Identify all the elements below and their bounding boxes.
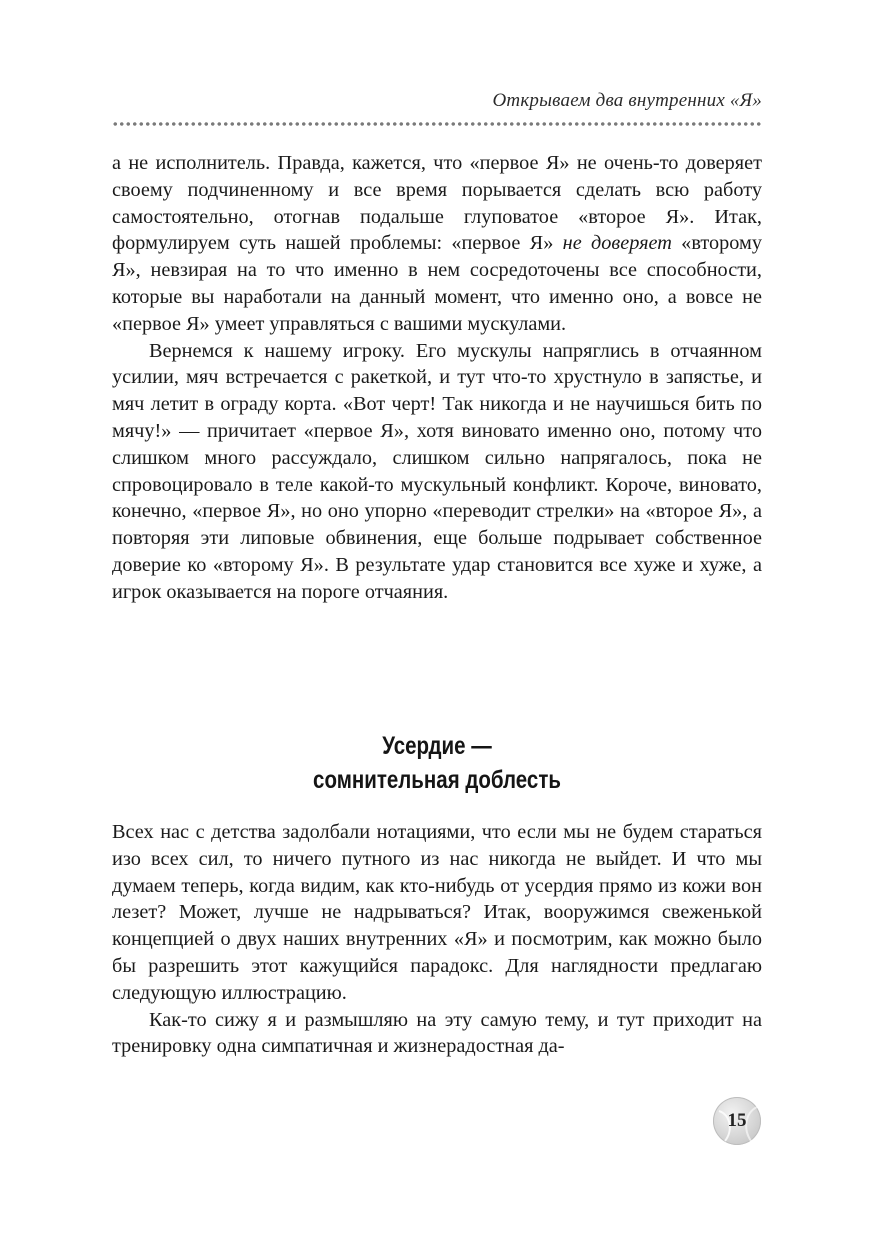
page-number-badge	[713, 1097, 761, 1145]
emphasis-text: не доверяет	[562, 232, 672, 255]
text-block-bottom	[112, 819, 762, 1060]
paragraph-4: Как-то сижу я и размышляю на эту самую тему, и тут приходит на тренировку одна симпатичная и жизнерадостная да-	[112, 1008, 762, 1058]
text-block-top	[112, 150, 762, 606]
section-heading	[171, 729, 704, 797]
running-header: Открываем два внутренних «Я»	[492, 90, 762, 111]
dotted-divider	[112, 121, 762, 127]
paragraph-1: а не исполнитель. Правда, кажется, что «первое Я» не очень-то доверяет своему подчиненному и все время порывается сделать всю работу самостоятельно, отогнав подальше глуповатое «второе Я». Итак, формулируем суть нашей проблемы: «первое Я» не доверяет «второму Я», невзирая на то что именно в нем сосредоточены все способности, которые вы наработали на данный момент, что именно оно, а вовсе не «первое Я» умеет управляться с вашими мускулами.	[112, 152, 763, 335]
section-heading-line-2: сомнительная доблесть	[313, 766, 561, 794]
paragraph-2: Вернемся к нашему игроку. Его мускулы напряглись в отчаянном усилии, мяч встречается с ракеткой, и тут что-то хрустнуло в запястье, и мяч летит в ограду корта. «Вот черт! Так никогда и не научишься бить по мячу!» — причитает «первое Я», хотя виновато именно оно, потому что слишком много рассуждало, слишком сильно напрягалось, пока не спровоцировало в теле какой-то мускульный конфликт. Короче, виновато, конечно, «первое Я», но оно упорно «переводит стрелки» на «второе Я», а повторяя эти липовые обвинения, еще больше подрывает собственное доверие ко «второму Я». В результате удар становится все хуже и хуже, а игрок оказывается на пороге отчаяния.	[112, 339, 762, 603]
paragraph-3: Всех нас с детства задолбали нотациями, что если мы не будем стараться изо всех сил, то ничего путного из нас никогда не выйдет. И что мы думаем теперь, когда видим, как кто-нибудь от усердия прямо из кожи вон лезет? Может, лучше не надрываться? Итак, вооружимся свеженькой концепцией о двух наших внутренних «Я» и посмотрим, как можно было бы разрешить этот кажущийся парадокс. Для наглядности предлагаю следующую иллюстрацию.	[112, 821, 762, 1004]
section-heading-line-1: Усердие —	[382, 732, 492, 760]
page-number: 15	[727, 1110, 747, 1131]
